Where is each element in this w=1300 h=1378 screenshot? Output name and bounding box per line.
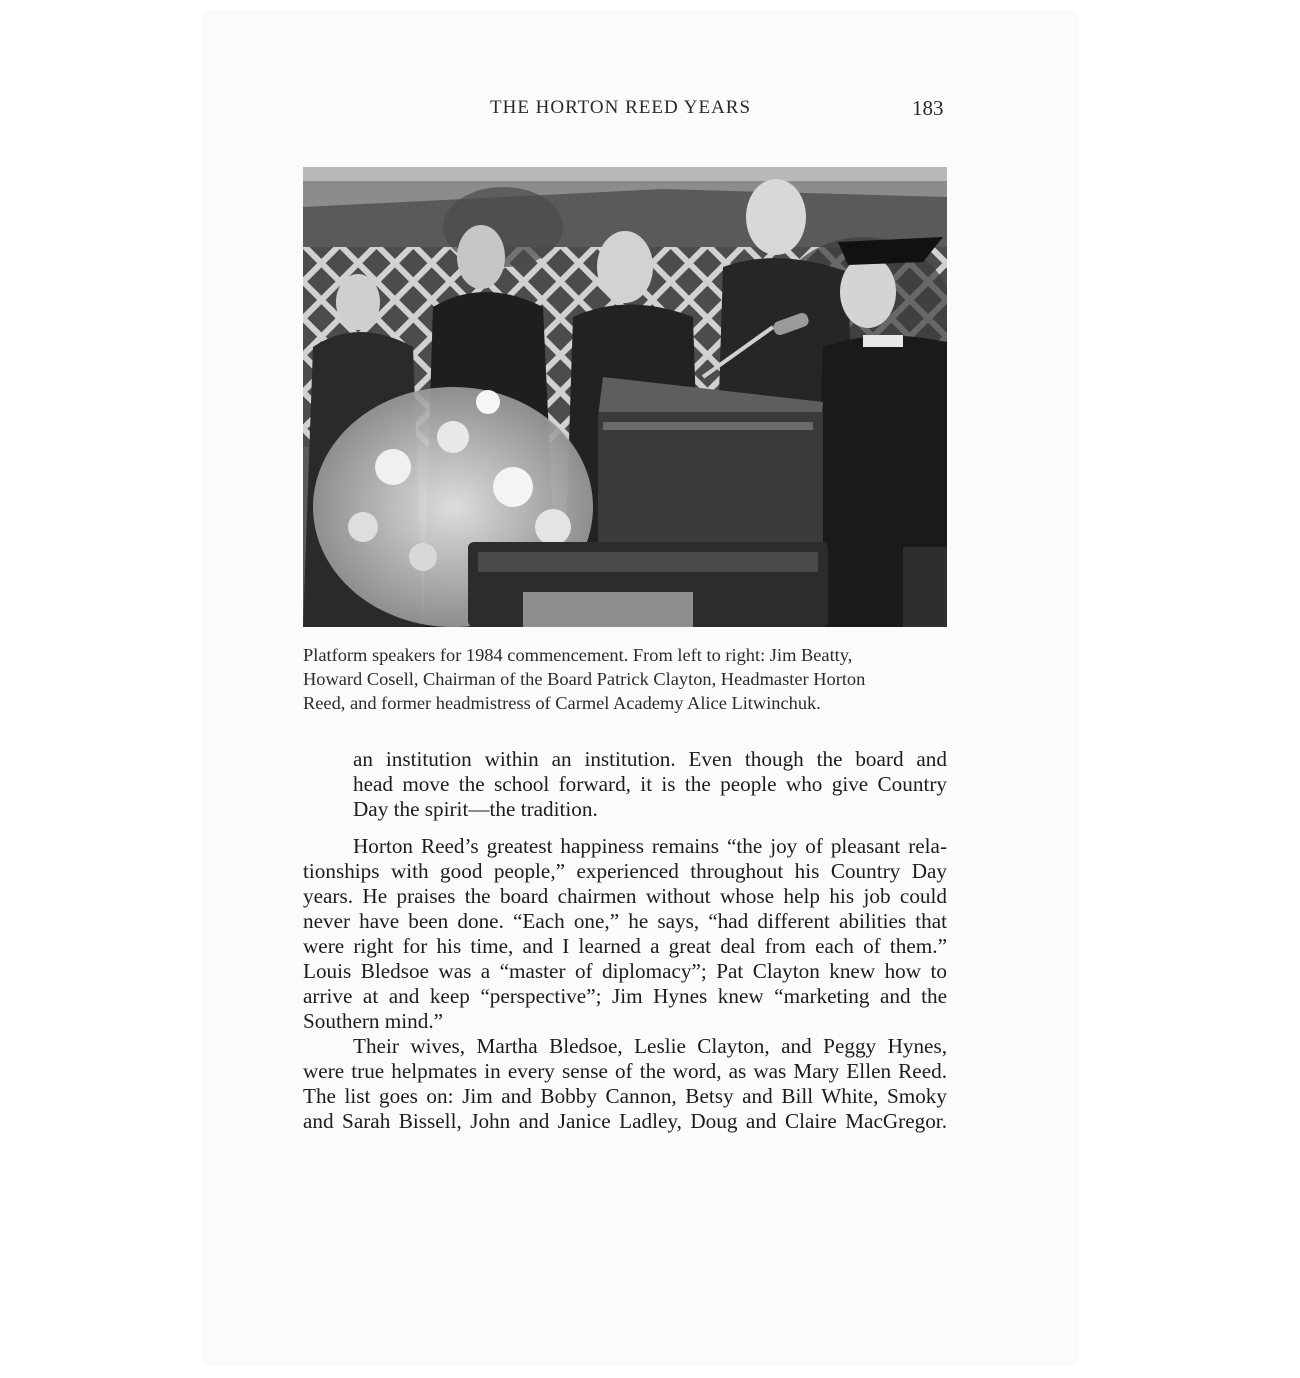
- text-line: arrive at and keep “perspective”; Jim Hynes knew “marketing and the: [303, 984, 947, 1008]
- text-line: Their wives, Martha Bledsoe, Leslie Clayton, and Peggy Hynes,: [353, 1034, 947, 1058]
- text-line: The list goes on: Jim and Bobby Cannon, Betsy and Bill White, Smoky: [303, 1084, 947, 1108]
- text-line: an institution within an institution. Even though the board and: [353, 747, 947, 771]
- paragraph-wives: [303, 1034, 947, 1134]
- text-line: Day the spirit—the tradition.: [353, 797, 598, 821]
- page-number: 183: [912, 96, 944, 120]
- running-header: THE HORTON REED YEARS: [490, 97, 752, 118]
- commencement-photo: [303, 167, 947, 627]
- caption-line: Reed, and former headmistress of Carmel Academy Alice Litwinchuk.: [303, 693, 821, 713]
- text-line: and Sarah Bissell, John and Janice Ladley, Doug and Claire MacGregor.: [303, 1109, 947, 1133]
- commencement-photo-image: [303, 167, 947, 627]
- text-line: never have been done. “Each one,” he says, “had different abilities that: [303, 909, 947, 933]
- caption-line: Platform speakers for 1984 commencement. From left to right: Jim Beatty,: [303, 645, 853, 665]
- text-line: Horton Reed’s greatest happiness remains “the joy of pleasant rela-: [353, 834, 947, 858]
- text-line: Louis Bledsoe was a “master of diplomacy”; Pat Clayton knew how to: [303, 959, 947, 983]
- text-line: Southern mind.”: [303, 1009, 444, 1033]
- text-line: were right for his time, and I learned a great deal from each of them.”: [303, 934, 947, 958]
- paragraph-continued: [303, 747, 947, 822]
- text-line: head move the school forward, it is the people who give Country: [353, 772, 947, 796]
- text-line: years. He praises the board chairmen without whose help his job could: [303, 884, 947, 908]
- text-line: were true helpmates in every sense of the word, as was Mary Ellen Reed.: [303, 1059, 947, 1083]
- paragraph-happiness: [303, 834, 947, 1034]
- text-line: tionships with good people,” experienced throughout his Country Day: [303, 859, 947, 883]
- caption-line: Howard Cosell, Chairman of the Board Patrick Clayton, Headmaster Horton: [303, 669, 866, 689]
- figure-caption: [303, 643, 947, 715]
